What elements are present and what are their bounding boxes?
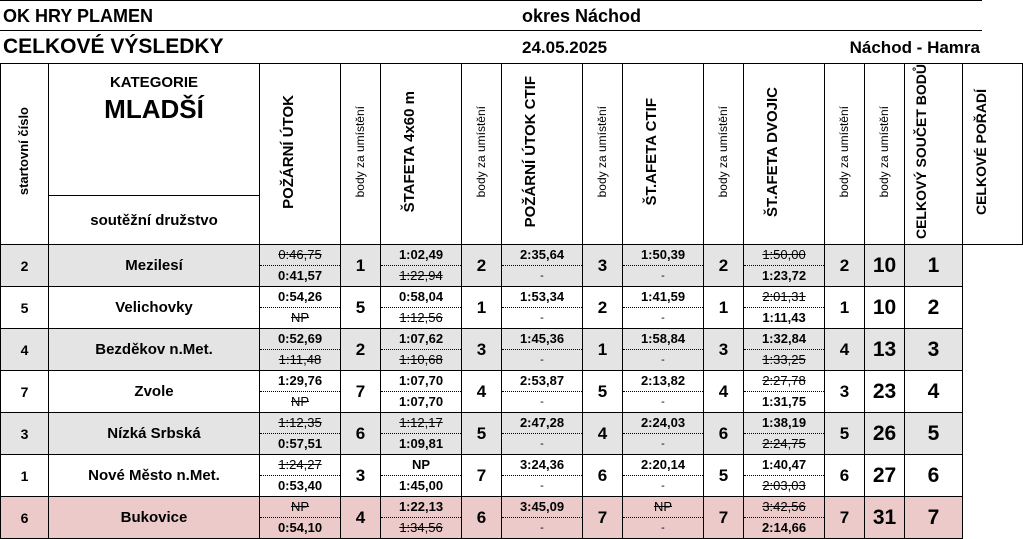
event-date: 24.05.2025 <box>522 38 608 57</box>
col-category <box>49 64 260 196</box>
ctif-attack-times <box>502 329 583 371</box>
relay-times-second-attempt: 1:09,81 <box>381 433 461 454</box>
start-number: 3 <box>1 413 49 455</box>
pairs-relay-times <box>744 287 825 329</box>
pairs-relay-times <box>744 455 825 497</box>
attack-times-first-attempt: 0:54,26 <box>277 289 323 305</box>
ctif-attack-times <box>502 245 583 287</box>
pairs-relay-points: 7 <box>825 497 865 539</box>
ctif-attack-times-second-attempt: - <box>502 265 582 286</box>
page-title: CELKOVÉ VÝSLEDKY <box>3 35 224 58</box>
pairs-relay-points: 5 <box>825 413 865 455</box>
col-ctif-attack: POŽÁRNÍ ÚTOK CTIF <box>502 64 583 245</box>
team-name: Bezděkov n.Met. <box>49 329 260 371</box>
col-start-no: startovní číslo <box>1 64 49 245</box>
attack-times <box>260 287 341 329</box>
header-row-top <box>1 64 1023 196</box>
attack-times-first-attempt: 1:24,27 <box>278 457 322 473</box>
ctif-relay-times-first-attempt: 2:13,82 <box>640 373 686 389</box>
attack-times-second-attempt: 0:57,51 <box>260 433 340 454</box>
relay-times <box>381 329 462 371</box>
col-team: soutěžní družstvo <box>49 196 260 245</box>
col-ctif-relay: ŠT.AFETA CTIF <box>623 64 704 245</box>
attack-times-second-attempt: 1:11,48 <box>260 349 340 370</box>
ctif-relay-times-second-attempt: - <box>623 265 703 286</box>
header-row-1 <box>0 0 982 31</box>
ctif-attack-points: 5 <box>583 371 623 413</box>
start-number: 6 <box>1 497 49 539</box>
col-attack: POŽÁRNÍ ÚTOK <box>260 64 341 245</box>
pairs-relay-times <box>744 371 825 413</box>
ctif-relay-times-second-attempt: - <box>623 433 703 454</box>
ctif-relay-times-second-attempt: - <box>623 475 703 496</box>
relay-times <box>381 371 462 413</box>
pairs-relay-times-second-attempt: 1:31,75 <box>744 391 824 412</box>
total-points: 10 <box>865 287 905 329</box>
ctif-attack-times-second-attempt: - <box>502 349 582 370</box>
pairs-relay-points: 6 <box>825 455 865 497</box>
ctif-attack-points: 3 <box>583 245 623 287</box>
relay-points: 4 <box>462 371 502 413</box>
ctif-relay-times-first-attempt: 1:50,39 <box>640 247 686 263</box>
relay-points: 7 <box>462 455 502 497</box>
ctif-attack-times <box>502 371 583 413</box>
final-rank: 6 <box>905 455 963 497</box>
ctif-relay-times-second-attempt: - <box>623 349 703 370</box>
col-total: CELKOVÝ SOUČET BODŮ <box>905 64 963 245</box>
pairs-relay-times-first-attempt: 1:38,19 <box>761 415 807 431</box>
ctif-attack-times-second-attempt: - <box>502 517 582 538</box>
district-name: okres Náchod <box>522 6 642 26</box>
total-points: 31 <box>865 497 905 539</box>
attack-times-first-attempt: 1:29,76 <box>277 373 323 389</box>
relay-times-first-attempt: 0:58,04 <box>398 289 444 305</box>
relay-times-second-attempt: 1:22,94 <box>381 265 461 286</box>
pairs-relay-times-second-attempt: 1:11,43 <box>744 307 824 328</box>
relay-times <box>381 497 462 539</box>
ctif-relay-times-second-attempt: - <box>623 307 703 328</box>
ctif-relay-times-first-attempt: 1:58,84 <box>640 331 686 347</box>
ctif-attack-times-first-attempt: 2:35,64 <box>519 247 565 263</box>
ctif-relay-points: 6 <box>704 413 744 455</box>
col-ctif-relay-points: body za umístění <box>704 64 744 245</box>
start-number: 5 <box>1 287 49 329</box>
attack-times-first-attempt: 0:52,69 <box>277 331 323 347</box>
pairs-relay-times-second-attempt: 2:03,03 <box>744 475 824 496</box>
ctif-attack-points: 4 <box>583 413 623 455</box>
relay-times <box>381 455 462 497</box>
col-relay-points: body za umístění <box>462 64 502 245</box>
ctif-attack-times-first-attempt: 2:53,87 <box>519 373 565 389</box>
ctif-relay-times-second-attempt: - <box>623 517 703 538</box>
final-rank: 3 <box>905 329 963 371</box>
pairs-relay-points: 2 <box>825 245 865 287</box>
ctif-attack-times-first-attempt: 3:45,09 <box>519 499 565 515</box>
ctif-relay-points: 7 <box>704 497 744 539</box>
event-venue: Náchod - Hamra <box>849 38 980 57</box>
ctif-relay-times-second-attempt: - <box>623 391 703 412</box>
ctif-attack-times-first-attempt: 3:24,36 <box>519 457 565 473</box>
relay-times <box>381 413 462 455</box>
ctif-relay-times <box>623 371 704 413</box>
table-row <box>1 329 1023 371</box>
col-final-points: body za umístění <box>865 64 905 245</box>
ctif-relay-points: 1 <box>704 287 744 329</box>
ctif-relay-times <box>623 497 704 539</box>
ctif-attack-times <box>502 497 583 539</box>
table-row <box>1 371 1023 413</box>
attack-times-second-attempt: NP <box>260 307 340 328</box>
pairs-relay-times <box>744 413 825 455</box>
relay-times-second-attempt: 1:07,70 <box>381 391 461 412</box>
table-row <box>1 497 1023 539</box>
ctif-relay-times <box>623 245 704 287</box>
relay-points: 1 <box>462 287 502 329</box>
pairs-relay-times-second-attempt: 2:24,75 <box>744 433 824 454</box>
relay-times-first-attempt: 1:07,70 <box>398 373 444 389</box>
relay-points: 6 <box>462 497 502 539</box>
attack-points: 2 <box>341 329 381 371</box>
ctif-attack-points: 7 <box>583 497 623 539</box>
attack-points: 1 <box>341 245 381 287</box>
ctif-relay-points: 3 <box>704 329 744 371</box>
table-row <box>1 245 1023 287</box>
final-rank: 7 <box>905 497 963 539</box>
ctif-attack-times-second-attempt: - <box>502 307 582 328</box>
pairs-relay-points: 3 <box>825 371 865 413</box>
team-name: Bukovice <box>49 497 260 539</box>
results-body <box>1 245 1023 539</box>
ctif-attack-times-second-attempt: - <box>502 391 582 412</box>
attack-times <box>260 497 341 539</box>
attack-times <box>260 329 341 371</box>
relay-points: 2 <box>462 245 502 287</box>
ctif-relay-points: 2 <box>704 245 744 287</box>
relay-times-first-attempt: 1:02,49 <box>398 247 444 263</box>
relay-times-first-attempt: 1:07,62 <box>398 331 444 347</box>
pairs-relay-times-second-attempt: 1:23,72 <box>744 265 824 286</box>
attack-times-first-attempt: 1:12,35 <box>278 415 322 431</box>
col-pairs-relay: ŠT.AFETA DVOJIC <box>744 64 825 245</box>
ctif-attack-times-second-attempt: - <box>502 475 582 496</box>
pairs-relay-times <box>744 329 825 371</box>
relay-times-second-attempt: 1:45,00 <box>381 475 461 496</box>
col-rank: CELKOVÉ POŘADÍ <box>963 64 1023 245</box>
attack-points: 5 <box>341 287 381 329</box>
col-attack-points: body za umístění <box>341 64 381 245</box>
total-points: 13 <box>865 329 905 371</box>
attack-times-second-attempt: NP <box>260 391 340 412</box>
ctif-relay-times <box>623 287 704 329</box>
start-number: 2 <box>1 245 49 287</box>
pairs-relay-points: 1 <box>825 287 865 329</box>
team-name: Velichovky <box>49 287 260 329</box>
attack-times-second-attempt: 0:54,10 <box>260 517 340 538</box>
ctif-attack-times <box>502 287 583 329</box>
ctif-attack-points: 2 <box>583 287 623 329</box>
pairs-relay-times-first-attempt: 1:50,00 <box>762 247 806 263</box>
ctif-attack-times <box>502 455 583 497</box>
pairs-relay-times-first-attempt: 1:40,47 <box>761 457 807 473</box>
ctif-relay-times-first-attempt: 2:20,14 <box>640 457 686 473</box>
relay-points: 5 <box>462 413 502 455</box>
col-relay: ŠTAFETA 4x60 m <box>381 64 462 245</box>
header-row-2 <box>0 30 982 64</box>
ctif-attack-times-second-attempt: - <box>502 433 582 454</box>
ctif-attack-times-first-attempt: 1:53,34 <box>519 289 565 305</box>
attack-points: 4 <box>341 497 381 539</box>
ctif-relay-points: 4 <box>704 371 744 413</box>
team-name: Nové Město n.Met. <box>49 455 260 497</box>
ctif-relay-times-first-attempt: 1:41,59 <box>640 289 686 305</box>
relay-times-first-attempt: 1:22,13 <box>398 499 444 515</box>
pairs-relay-times-first-attempt: 1:32,84 <box>761 331 807 347</box>
attack-points: 3 <box>341 455 381 497</box>
attack-times-second-attempt: 0:53,40 <box>260 475 340 496</box>
team-name: Mezilesí <box>49 245 260 287</box>
pairs-relay-points: 4 <box>825 329 865 371</box>
ctif-attack-times-first-attempt: 2:47,28 <box>519 415 565 431</box>
pairs-relay-times-second-attempt: 1:33,25 <box>744 349 824 370</box>
org-name: OK HRY PLAMEN <box>3 6 154 26</box>
start-number: 7 <box>1 371 49 413</box>
ctif-relay-times <box>623 455 704 497</box>
ctif-relay-times-first-attempt: NP <box>653 499 673 515</box>
pairs-relay-times <box>744 245 825 287</box>
total-points: 23 <box>865 371 905 413</box>
attack-times <box>260 455 341 497</box>
category-label: KATEGORIE <box>109 74 199 91</box>
ctif-attack-points: 6 <box>583 455 623 497</box>
pairs-relay-times-second-attempt: 2:14,66 <box>744 517 824 538</box>
attack-times <box>260 245 341 287</box>
relay-points: 3 <box>462 329 502 371</box>
final-rank: 4 <box>905 371 963 413</box>
pairs-relay-times-first-attempt: 2:01,31 <box>762 289 806 305</box>
ctif-relay-times <box>623 413 704 455</box>
start-number: 1 <box>1 455 49 497</box>
total-points: 10 <box>865 245 905 287</box>
total-points: 26 <box>865 413 905 455</box>
ctif-attack-times-first-attempt: 1:45,36 <box>519 331 565 347</box>
relay-times-first-attempt: 1:12,17 <box>399 415 443 431</box>
relay-times-second-attempt: 1:10,68 <box>381 349 461 370</box>
ctif-relay-points: 5 <box>704 455 744 497</box>
relay-times <box>381 245 462 287</box>
total-points: 27 <box>865 455 905 497</box>
team-name: Zvole <box>49 371 260 413</box>
ctif-relay-times-first-attempt: 2:24,03 <box>640 415 686 431</box>
relay-times-first-attempt: NP <box>411 457 431 473</box>
attack-points: 6 <box>341 413 381 455</box>
col-pairs-points: body za umístění <box>825 64 865 245</box>
ctif-relay-times <box>623 329 704 371</box>
relay-times <box>381 287 462 329</box>
relay-times-second-attempt: 1:12,56 <box>381 307 461 328</box>
table-row <box>1 455 1023 497</box>
table-row <box>1 287 1023 329</box>
attack-times <box>260 371 341 413</box>
pairs-relay-times-first-attempt: 2:27,78 <box>762 373 806 389</box>
final-rank: 2 <box>905 287 963 329</box>
attack-times <box>260 413 341 455</box>
final-rank: 5 <box>905 413 963 455</box>
ctif-attack-points: 1 <box>583 329 623 371</box>
attack-times-first-attempt: NP <box>290 499 310 515</box>
results-table <box>0 63 1023 539</box>
pairs-relay-times <box>744 497 825 539</box>
relay-times-second-attempt: 1:34,56 <box>381 517 461 538</box>
table-row <box>1 413 1023 455</box>
start-number: 4 <box>1 329 49 371</box>
final-rank: 1 <box>905 245 963 287</box>
category-name: MLADŠÍ <box>104 94 204 124</box>
attack-times-first-attempt: 0:46,75 <box>278 247 322 263</box>
attack-points: 7 <box>341 371 381 413</box>
team-name: Nízká Srbská <box>49 413 260 455</box>
attack-times-second-attempt: 0:41,57 <box>260 265 340 286</box>
ctif-attack-times <box>502 413 583 455</box>
col-ctif-attack-points: body za umístění <box>583 64 623 245</box>
pairs-relay-times-first-attempt: 3:42,56 <box>762 499 806 515</box>
